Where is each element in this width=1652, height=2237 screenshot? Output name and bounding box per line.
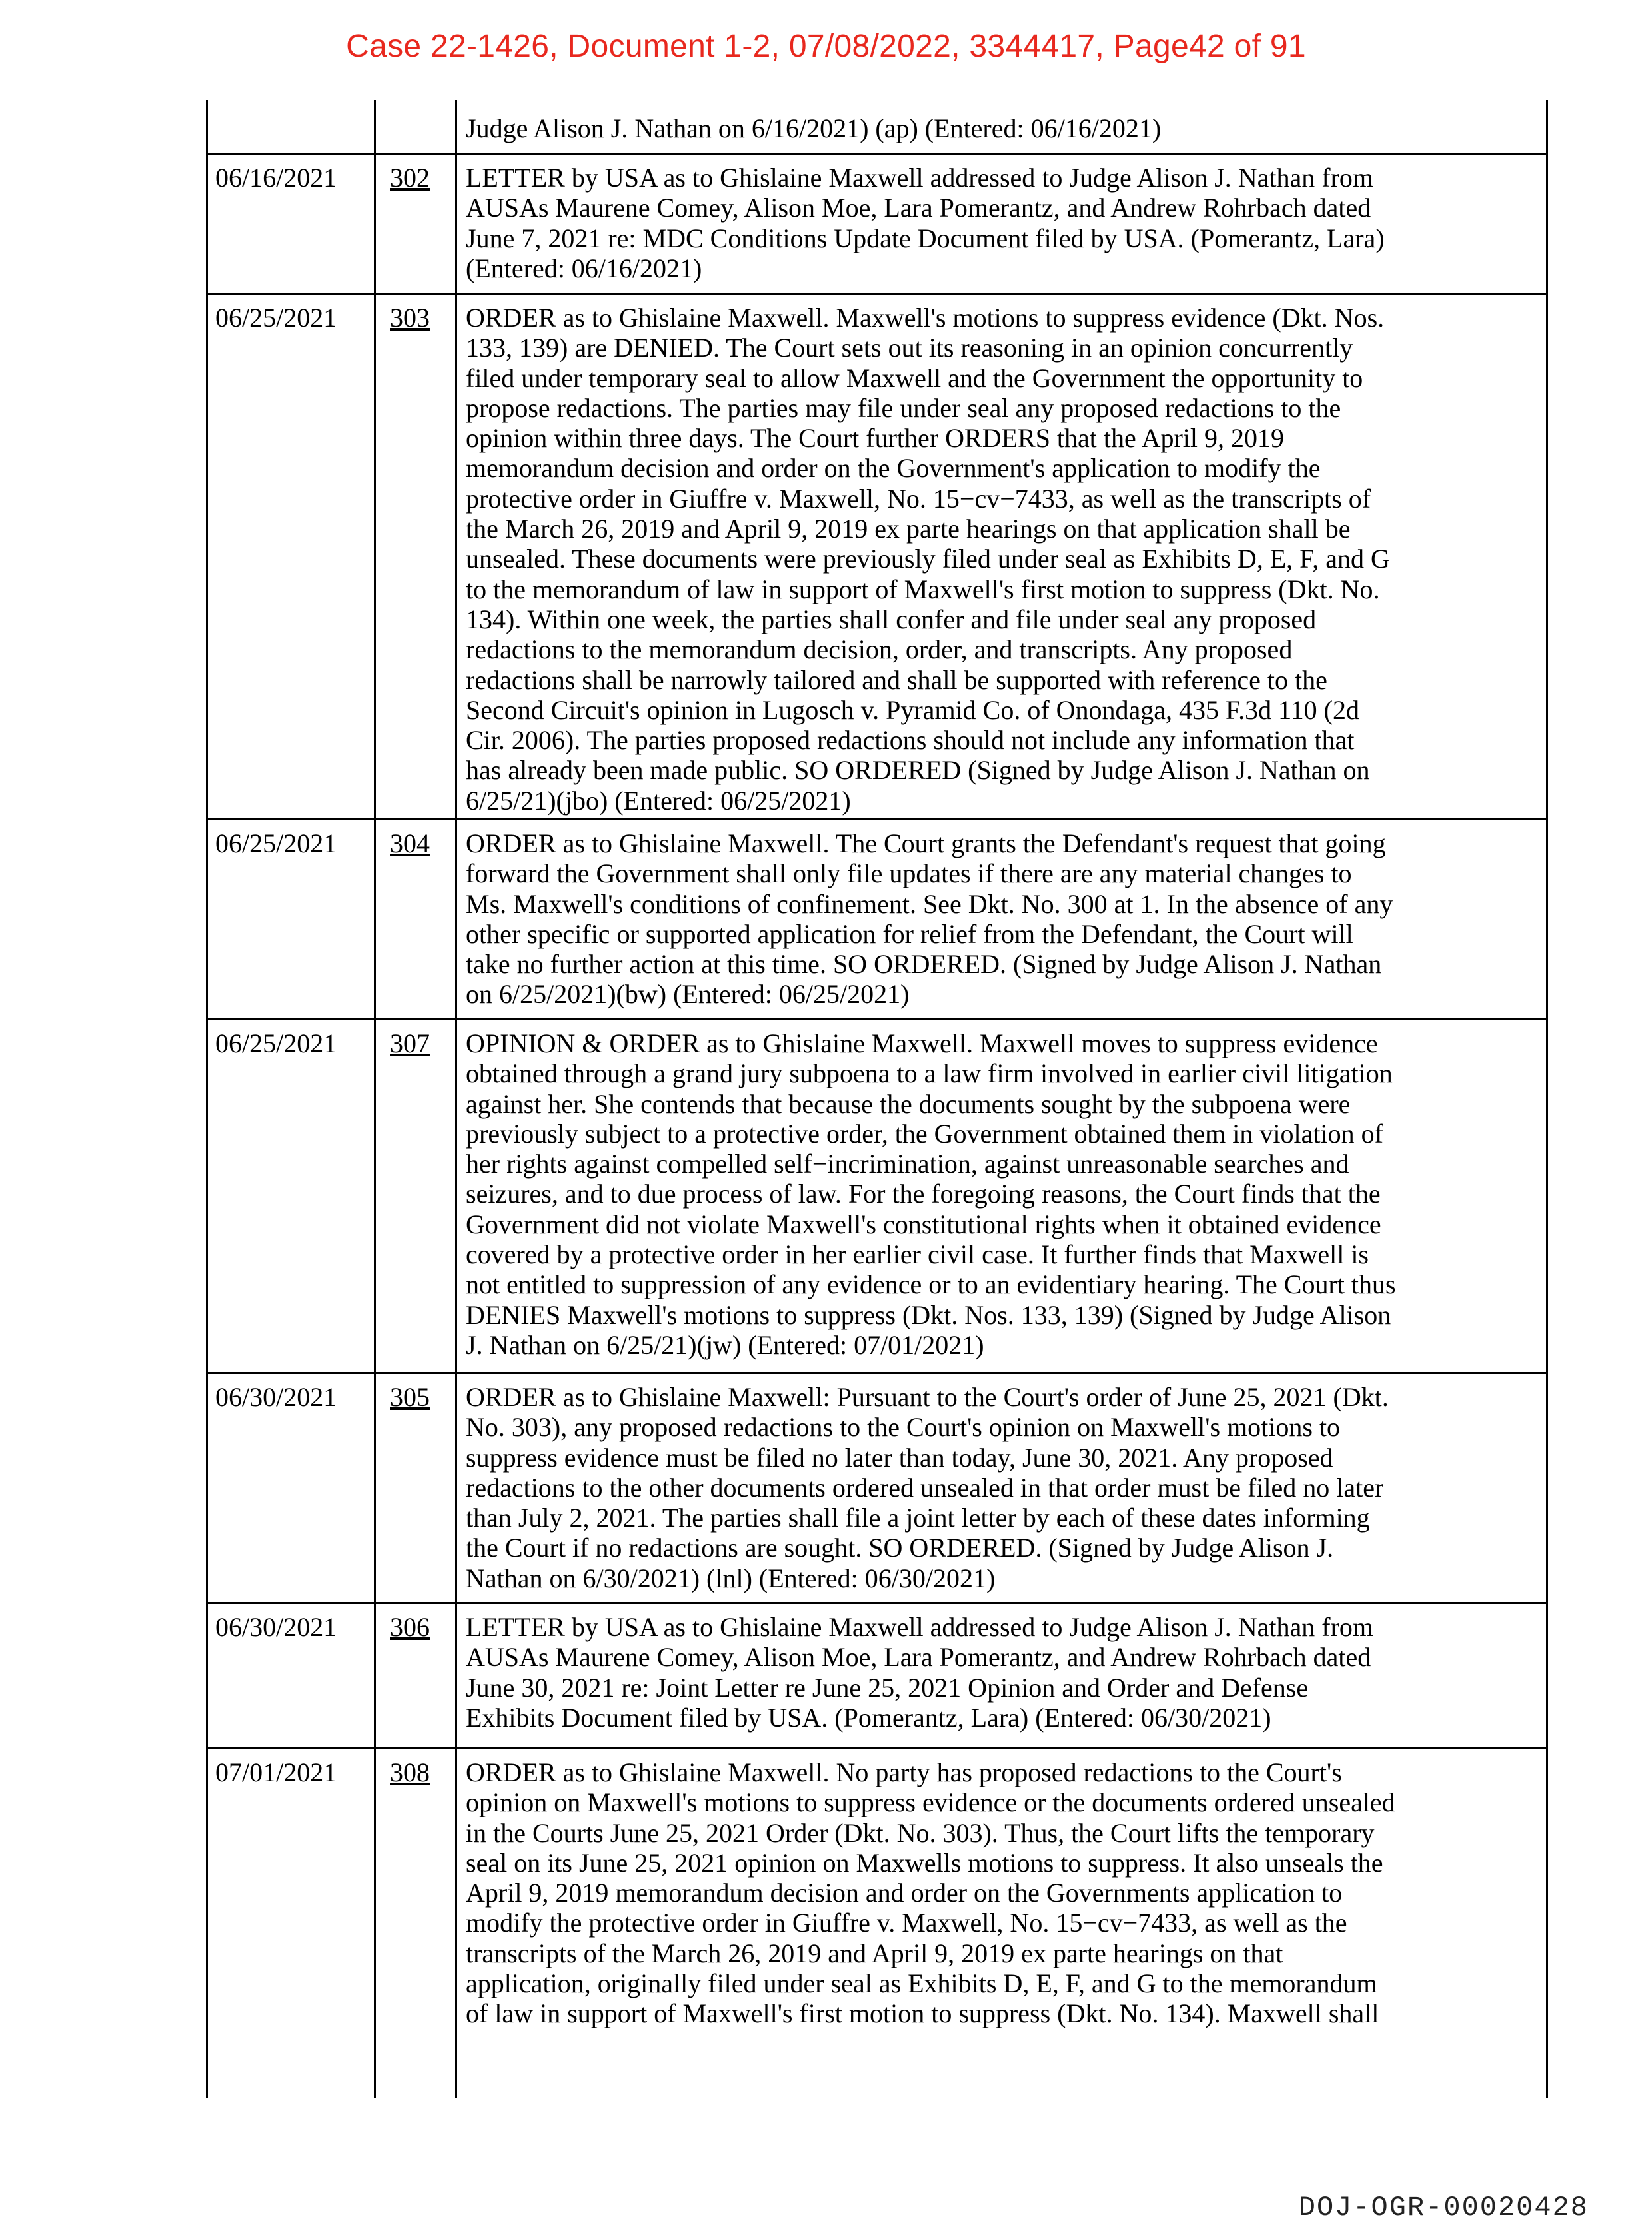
docket-entry-305: [206, 1374, 1548, 1604]
entry-number-link[interactable]: 307: [390, 1028, 430, 1058]
entry-number-link[interactable]: 306: [390, 1612, 430, 1642]
docket-table: [206, 100, 1548, 2098]
entry-date: 06/16/2021: [215, 163, 337, 193]
bates-number: DOJ-OGR-00020428: [1298, 2192, 1589, 2224]
case-header: Case 22-1426, Document 1-2, 07/08/2022, 3344417, Page42 of 91: [346, 29, 1306, 64]
entry-date: 06/25/2021: [215, 1028, 337, 1058]
docket-entry-308: [206, 1749, 1548, 2098]
docket-entry-302: [206, 155, 1548, 295]
docket-entry-304: [206, 820, 1548, 1020]
docket-entry-306: [206, 1604, 1548, 1749]
entry-date: 06/30/2021: [215, 1612, 337, 1642]
entry-number-link[interactable]: 304: [390, 828, 430, 858]
entry-number-link[interactable]: 303: [390, 303, 430, 333]
continuation-row: [206, 100, 1548, 155]
entry-date: 06/30/2021: [215, 1382, 337, 1412]
entry-number-link[interactable]: 308: [390, 1757, 430, 1787]
entry-text: ORDER as to Ghislaine Maxwell: Pursuant to the Court's order of June 25, 2021 (Dkt. No. 303), any proposed redactions to the Court's opinion on Maxwell's motions to suppress evidence must be filed no later than today, June 30, 2021. Any proposed redactions to the other documents ordered unsealed in that order must be filed no later than July 2, 2021. The parties shall file a joint letter by each of these dates informing the Court if no redactions are sought. SO ORDERED. (Signed by Judge Alison J. Nathan on 6/30/2021) (lnl) (Entered: 06/30/2021): [466, 1382, 1389, 1593]
entry-number-link[interactable]: 302: [390, 163, 430, 193]
entry-text: LETTER by USA as to Ghislaine Maxwell addressed to Judge Alison J. Nathan from AUSAs Maurene Comey, Alison Moe, Lara Pomerantz, and Andrew Rohrbach dated June 7, 2021 re: MDC Conditions Update Document filed by USA. (Pomerantz, Lara) (Entered: 06/16/2021): [466, 163, 1385, 283]
entry-date: 06/25/2021: [215, 303, 337, 333]
entry-text: LETTER by USA as to Ghislaine Maxwell addressed to Judge Alison J. Nathan from AUSAs Maurene Comey, Alison Moe, Lara Pomerantz, and Andrew Rohrbach dated June 30, 2021 re: Joint Letter re June 25, 2021 Opinion and Order and Defense Exhibits Document filed by USA. (Pomerantz, Lara) (Entered: 06/30/2021): [466, 1612, 1374, 1733]
docket-entry-303: [206, 295, 1548, 820]
entry-date: 07/01/2021: [215, 1757, 337, 1787]
docket-entry-307: [206, 1020, 1548, 1374]
entry-text: ORDER as to Ghislaine Maxwell. Maxwell's motions to suppress evidence (Dkt. Nos. 133, 139) are DENIED. The Court sets out its reasoning in an opinion concurrently filed under temporary seal to allow Maxwell and the Government the opportunity to propose redactions. The parties may file under seal any proposed redactions to the opinion within three days. The Court further ORDERS that the April 9, 2019 memorandum decision and order on the Government's application to modify the protective order in Giuffre v. Maxwell, No. 15−cv−7433, as well as the transcripts of the March 26, 2019 and April 9, 2019 ex parte hearings on that application shall be unsealed. These documents were previously filed under seal as Exhibits D, E, F, and G to the memorandum of law in support of Maxwell's first motion to suppress (Dkt. No. 134). Within one week, the parties shall confer and file under seal any proposed redactions to the memorandum decision, order, and transcripts. Any proposed redactions shall be narrowly tailored and shall be supported with reference to the Second Circuit's opinion in Lugosch v. Pyramid Co. of Onondaga, 435 F.3d 110 (2d Cir. 2006). The parties proposed redactions should not include any information that has already been made public. SO ORDERED (Signed by Judge Alison J. Nathan on 6/25/21)(jbo) (Entered: 06/25/2021): [466, 303, 1390, 816]
entry-text: ORDER as to Ghislaine Maxwell. The Court grants the Defendant's request that going forward the Government shall only file updates if there are any material changes to Ms. Maxwell's conditions of confinement. See Dkt. No. 300 at 1. In the absence of any other specific or supported application for relief from the Defendant, the Court will take no further action at this time. SO ORDERED. (Signed by Judge Alison J. Nathan on 6/25/2021)(bw) (Entered: 06/25/2021): [466, 828, 1393, 1010]
entry-text: OPINION & ORDER as to Ghislaine Maxwell. Maxwell moves to suppress evidence obtained through a grand jury subpoena to a law firm involved in earlier civil litigation against her. She contends that because the documents sought by the subpoena were previously subject to a protective order, the Government obtained them in violation of her rights against compelled self−incrimination, against unreasonable searches and seizures, and to due process of law. For the foregoing reasons, the Court finds that the Government did not violate Maxwell's constitutional rights when it obtained evidence covered by a protective order in her earlier civil case. It further finds that Maxwell is not entitled to suppression of any evidence or to an evidentiary hearing. The Court thus DENIES Maxwell's motions to suppress (Dkt. Nos. 133, 139) (Signed by Judge Alison J. Nathan on 6/25/21)(jw) (Entered: 07/01/2021): [466, 1028, 1396, 1360]
continuation-text: Judge Alison J. Nathan on 6/16/2021) (ap) (Entered: 06/16/2021): [466, 113, 1162, 143]
entry-text: ORDER as to Ghislaine Maxwell. No party has proposed redactions to the Court's opinion on Maxwell's motions to suppress evidence or the documents ordered unsealed in the Courts June 25, 2021 Order (Dkt. No. 303). Thus, the Court lifts the temporary seal on its June 25, 2021 opinion on Maxwells motions to suppress. It also unseals the April 9, 2019 memorandum decision and order on the Governments application to modify the protective order in Giuffre v. Maxwell, No. 15−cv−7433, as well as the transcripts of the March 26, 2019 and April 9, 2019 ex parte hearings on that application, originally filed under seal as Exhibits D, E, F, and G to the memorandum of law in support of Maxwell's first motion to suppress (Dkt. No. 134). Maxwell shall: [466, 1757, 1395, 2029]
entry-number-link[interactable]: 305: [390, 1382, 430, 1412]
entry-date: 06/25/2021: [215, 828, 337, 858]
